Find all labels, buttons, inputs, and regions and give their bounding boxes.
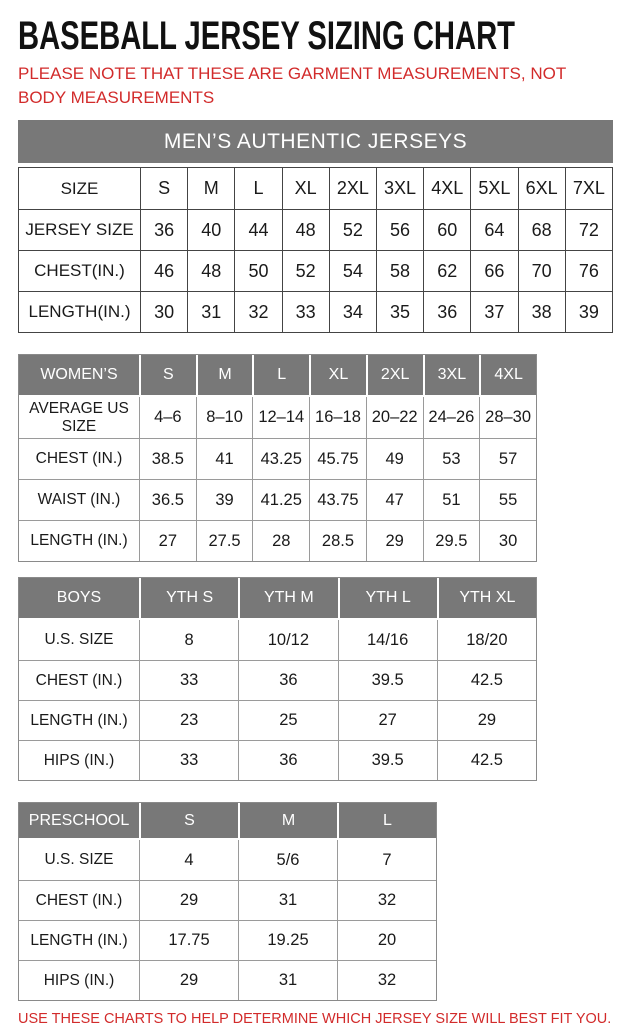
size-value-cell: 31 [187, 291, 234, 332]
table-row [19, 920, 436, 960]
size-value-cell: 34 [329, 291, 376, 332]
size-value-cell: 7 [337, 840, 436, 880]
size-value-cell: 36.5 [139, 479, 196, 520]
column-header: M [196, 355, 253, 397]
size-value-cell: 72 [565, 209, 612, 250]
size-value-cell: 32 [337, 960, 436, 1000]
size-value-cell: 8–10 [196, 397, 253, 438]
row-label: AVERAGE US SIZE [29, 399, 129, 435]
row-label: CHEST(IN.) [19, 250, 140, 291]
size-value-cell: 64 [470, 209, 517, 250]
size-value-cell: 27.5 [196, 520, 253, 561]
size-value-cell: 19.25 [238, 920, 337, 960]
size-value-cell: 28.5 [309, 520, 366, 561]
size-value-cell: 52 [329, 209, 376, 250]
column-header: L [337, 803, 436, 840]
column-header: PRESCHOOL [19, 803, 139, 840]
size-value-cell: 44 [234, 209, 281, 250]
size-value-cell: 32 [337, 880, 436, 920]
size-value-cell: 25 [238, 700, 337, 740]
size-value-cell: 36 [423, 291, 470, 332]
size-value-cell: 36 [238, 660, 337, 700]
size-value-cell: 38 [518, 291, 565, 332]
header-row [19, 578, 536, 620]
column-header: YTH L [338, 578, 437, 620]
table-row [19, 700, 536, 740]
size-value-cell: 32 [234, 291, 281, 332]
header-row [19, 803, 436, 840]
size-value-cell: 20 [337, 920, 436, 960]
size-value-cell: 33 [139, 740, 238, 780]
table-row [19, 250, 612, 291]
size-value-cell: 36 [238, 740, 337, 780]
size-value-cell: 42.5 [437, 740, 536, 780]
size-value-cell: 4–6 [139, 397, 196, 438]
size-value-cell: 5/6 [238, 840, 337, 880]
size-value-cell: 58 [376, 250, 423, 291]
size-value-cell: 17.75 [139, 920, 238, 960]
preschool-sizing-table [18, 802, 437, 1001]
size-value-cell: 60 [423, 209, 470, 250]
mens-authentic-jerseys-banner: MEN’S AUTHENTIC JERSEYS [18, 120, 613, 163]
size-value-cell: 76 [565, 250, 612, 291]
size-value-cell: 41 [196, 438, 253, 479]
column-header: YTH XL [437, 578, 536, 620]
size-value-cell: 31 [238, 880, 337, 920]
table-row [19, 620, 536, 660]
column-header: S [139, 355, 196, 397]
size-value-cell: 28–30 [479, 397, 536, 438]
row-label: LENGTH(IN.) [19, 291, 140, 332]
column-header: SIZE [60, 178, 99, 198]
column-header: 5XL [470, 168, 517, 209]
column-header: 6XL [518, 168, 565, 209]
table-row [19, 740, 536, 780]
row-label: JERSEY SIZE [19, 209, 140, 250]
size-value-cell: 48 [187, 250, 234, 291]
size-value-cell: 62 [423, 250, 470, 291]
size-value-cell: 29 [139, 960, 238, 1000]
row-label: HIPS (IN.) [19, 740, 139, 780]
size-value-cell: 53 [423, 438, 480, 479]
table-row [19, 291, 612, 332]
size-value-cell: 20–22 [366, 397, 423, 438]
size-value-cell: 24–26 [423, 397, 480, 438]
column-header: YTH S [139, 578, 238, 620]
size-value-cell: 39 [196, 479, 253, 520]
size-value-cell: 43.75 [309, 479, 366, 520]
size-value-cell: 30 [140, 291, 187, 332]
size-value-cell: 37 [470, 291, 517, 332]
row-label: CHEST (IN.) [19, 880, 139, 920]
size-value-cell: 57 [479, 438, 536, 479]
size-value-cell: 52 [282, 250, 329, 291]
row-label: LENGTH (IN.) [19, 700, 139, 740]
size-value-cell: 28 [252, 520, 309, 561]
column-header: L [234, 168, 281, 209]
column-header: XL [309, 355, 366, 397]
row-label: WAIST (IN.) [19, 479, 139, 520]
size-value-cell: 10/12 [238, 620, 337, 660]
mens-sizing-table [18, 167, 613, 333]
size-value-cell: 30 [479, 520, 536, 561]
womens-sizing-table [18, 354, 537, 562]
size-value-cell: 47 [366, 479, 423, 520]
row-label: CHEST (IN.) [19, 438, 139, 479]
size-value-cell: 33 [282, 291, 329, 332]
table-row [19, 840, 436, 880]
column-header: XL [282, 168, 329, 209]
size-value-cell: 39.5 [338, 660, 437, 700]
column-header: M [238, 803, 337, 840]
size-value-cell: 46 [140, 250, 187, 291]
size-value-cell: 27 [139, 520, 196, 561]
column-header: YTH M [238, 578, 337, 620]
column-header: 2XL [329, 168, 376, 209]
size-value-cell: 51 [423, 479, 480, 520]
column-header: 2XL [366, 355, 423, 397]
row-label: U.S. SIZE [44, 631, 114, 648]
size-value-cell: 55 [479, 479, 536, 520]
size-value-cell: 40 [187, 209, 234, 250]
garment-measurement-note: PLEASE NOTE THAT THESE ARE GARMENT MEASUREMENTS, NOT BODY MEASUREMENTS [18, 64, 566, 107]
column-header: L [252, 355, 309, 397]
size-value-cell: 49 [366, 438, 423, 479]
footer-note: USE THESE CHARTS TO HELP DETERMINE WHICH JERSEY SIZE WILL BEST FIT YOU. [18, 1011, 612, 1027]
size-value-cell: 42.5 [437, 660, 536, 700]
size-value-cell: 29 [366, 520, 423, 561]
size-value-cell: 68 [518, 209, 565, 250]
table-row [19, 438, 536, 479]
table-row [19, 960, 436, 1000]
header-row [19, 168, 612, 209]
column-header: M [187, 168, 234, 209]
size-value-cell: 39.5 [338, 740, 437, 780]
row-label: U.S. SIZE [44, 851, 114, 868]
size-value-cell: 56 [376, 209, 423, 250]
size-value-cell: 31 [238, 960, 337, 1000]
header-row [19, 355, 536, 397]
size-value-cell: 50 [234, 250, 281, 291]
column-header: BOYS [19, 578, 139, 620]
table-row [19, 880, 436, 920]
size-value-cell: 39 [565, 291, 612, 332]
size-value-cell: 14/16 [338, 620, 437, 660]
row-label: CHEST (IN.) [19, 660, 139, 700]
size-value-cell: 33 [139, 660, 238, 700]
size-value-cell: 18/20 [437, 620, 536, 660]
size-value-cell: 43.25 [252, 438, 309, 479]
column-header: 3XL [423, 355, 480, 397]
column-header: 4XL [423, 168, 470, 209]
size-value-cell: 29 [139, 880, 238, 920]
size-value-cell: 36 [140, 209, 187, 250]
page-title-text: BASEBALL JERSEY SIZING CHART [18, 14, 516, 58]
column-header: 4XL [479, 355, 536, 397]
column-header: S [139, 803, 238, 840]
table-row [19, 479, 536, 520]
size-value-cell: 16–18 [309, 397, 366, 438]
table-row [19, 397, 536, 438]
size-value-cell: 48 [282, 209, 329, 250]
row-label: HIPS (IN.) [19, 960, 139, 1000]
table-row [19, 520, 536, 561]
row-label: LENGTH (IN.) [19, 920, 139, 960]
page-title [18, 16, 615, 56]
boys-sizing-table [18, 577, 537, 781]
column-header: WOMEN’S [19, 355, 139, 397]
column-header: 7XL [565, 168, 612, 209]
size-value-cell: 66 [470, 250, 517, 291]
column-header: 3XL [376, 168, 423, 209]
row-label: LENGTH (IN.) [19, 520, 139, 561]
size-value-cell: 35 [376, 291, 423, 332]
column-header: S [140, 168, 187, 209]
size-value-cell: 12–14 [252, 397, 309, 438]
size-value-cell: 27 [338, 700, 437, 740]
size-value-cell: 29.5 [423, 520, 480, 561]
table-row [19, 660, 536, 700]
size-value-cell: 8 [139, 620, 238, 660]
size-value-cell: 38.5 [139, 438, 196, 479]
size-value-cell: 29 [437, 700, 536, 740]
size-value-cell: 70 [518, 250, 565, 291]
size-value-cell: 41.25 [252, 479, 309, 520]
table-row [19, 209, 612, 250]
size-value-cell: 45.75 [309, 438, 366, 479]
size-value-cell: 54 [329, 250, 376, 291]
size-value-cell: 4 [139, 840, 238, 880]
size-value-cell: 23 [139, 700, 238, 740]
